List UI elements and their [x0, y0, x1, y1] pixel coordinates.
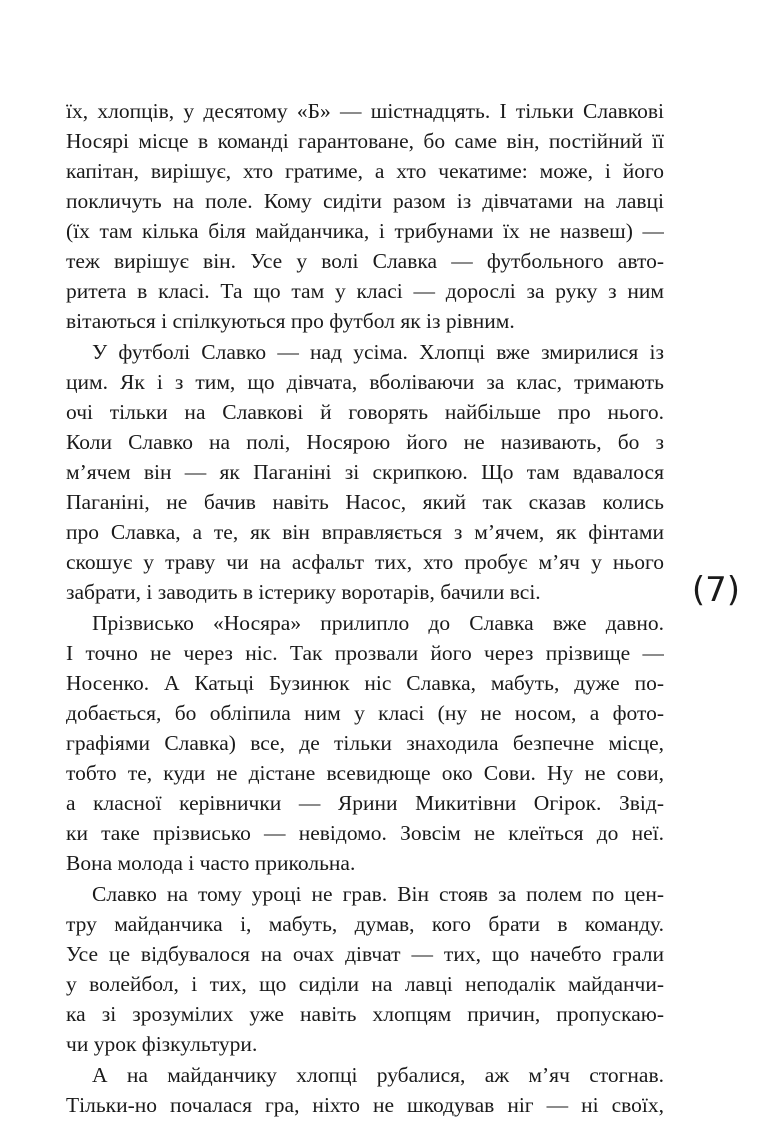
text-line: А на майданчику хлопці рубалися, аж м’яч стогнав.	[92, 1063, 664, 1087]
text-line: Вона молода і часто прикольна.	[66, 851, 356, 875]
text-line: графіями Славка) все, де тільки знаходила безпечне місце,	[66, 731, 664, 755]
page-number: (7)	[691, 570, 741, 610]
text-line: чи урок фізкультури.	[66, 1032, 258, 1056]
text-line: м’ячем він — як Паганіні зі скрипкою. Що там вдавалося	[66, 460, 664, 484]
text-line: Прізвисько «Носяра» прилипло до Славка вже давно.	[92, 611, 664, 635]
text-line: вітаються і спілкуються про футбол як із рівним.	[66, 309, 515, 333]
text-line: Носенко. А Катьці Бузинюк ніс Славка, мабуть, дуже по-	[66, 671, 664, 695]
text-line: І точно не через ніс. Так прозвали його через прізвище —	[66, 641, 664, 665]
text-line: а класної керівнички — Ярини Микитівни Огірок. Звід-	[66, 791, 664, 815]
text-line: Носярі місце в команді гарантоване, бо саме він, постійний її	[66, 129, 664, 153]
text-line: цим. Як і з тим, що дівчата, вболіваючи за клас, тримають	[66, 370, 664, 394]
text-line: тобто те, куди не дістане всевидюще око Сови. Ну не сови,	[66, 761, 664, 785]
text-line: у волейбол, і тих, що сиділи на лавці неподалік майданчи-	[66, 972, 664, 996]
text-line: покличуть на поле. Кому сидіти разом із дівчатами на лавці	[66, 189, 664, 213]
text-line: забрати, і заводить в істерику воротарів, бачили всі.	[66, 580, 541, 604]
text-line: Усе це відбувалося на очах дівчат — тих, що начебто грали	[66, 942, 664, 966]
text-line: тру майданчика і, мабуть, думав, кого брати в команду.	[66, 912, 664, 936]
text-line: очі тільки на Славкові й говорять найбільше про нього.	[66, 400, 664, 424]
text-line: про Славка, а те, як він вправляється з м’ячем, як фінтами	[66, 520, 664, 544]
text-line: Тільки-но почалася гра, ніхто не шкодував ніг — ні своїх,	[66, 1093, 664, 1117]
text-line: теж вирішує він. Усе у волі Славка — футбольного авто-	[66, 249, 664, 273]
text-line: ка зі зрозумілих уже навіть хлопцям причин, пропускаю-	[66, 1002, 664, 1026]
text-line: (їх там кілька біля майданчика, і трибунами їх не назвеш) —	[66, 219, 664, 243]
text-line: У футболі Славко — над усіма. Хлопці вже змирилися із	[92, 340, 664, 364]
text-line: Паганіні, не бачив навіть Насос, який так сказав колись	[66, 490, 664, 514]
text-line: ритета в класі. Та що там у класі — дорослі за руку з ним	[66, 279, 664, 303]
text-line: Славко на тому уроці не грав. Він стояв за полем по цен-	[92, 882, 664, 906]
text-line: скошує у траву чи на асфальт тих, хто пробує м’яч у нього	[66, 550, 664, 574]
text-line: добається, бо обліпила ним у класі (ну не носом, а фото-	[66, 701, 664, 725]
text-line: капітан, вирішує, хто гратиме, а хто чекатиме: може, і його	[66, 159, 664, 183]
text-line: ки таке прізвисько — невідомо. Зовсім не клеїться до неї.	[66, 821, 664, 845]
text-line: Коли Славко на полі, Носярою його не називають, бо з	[66, 430, 664, 454]
text-line: їх, хлопців, у десятому «Б» — шістнадцять. І тільки Славкові	[66, 99, 664, 123]
